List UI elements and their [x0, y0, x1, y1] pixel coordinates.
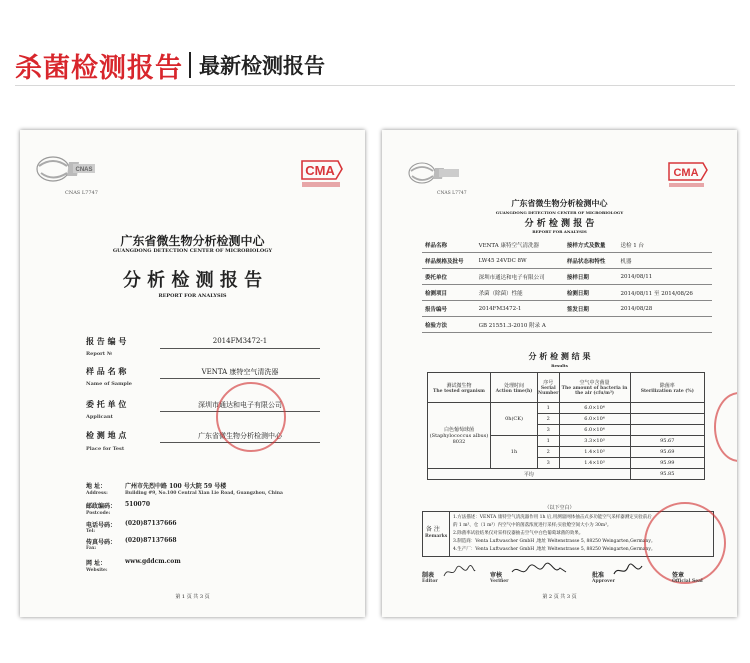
info-value: 2014/08/28	[618, 301, 712, 317]
sterilization-rate-cell	[630, 414, 704, 425]
sterilization-rate-cell: 95.69	[630, 447, 704, 458]
table-end-note: （以下空白）	[544, 505, 575, 511]
org-name-en: GUANGDONG DETECTION CENTER OF MICROBIOLOGY	[495, 210, 624, 215]
sterilization-rate-cell	[630, 403, 704, 414]
partial-seal-icon	[714, 392, 737, 462]
sample-value: VENTA 康特空气清洗器	[201, 368, 279, 376]
cnas-logo-icon	[33, 152, 101, 194]
bacteria-count-cell: 3.3×10³	[559, 436, 630, 447]
info-label: 接样日期	[564, 269, 618, 285]
remarks-box: 备 注 Remarks 1.方法描述：VENTA 康特空气清洗器作用 1h 后,用测量网体抽击式多功能空气采样器测定实验前后 的 1 m³、仓（1 m³）内空气中的菌落浓度进行采样;实验舱空间大小为 30m³。 2.除菌率试验结果仅对采样仪器抽击空气中白色葡萄球菌的效果。 3.制造商：Venta Luftwascher GmbH ,地址 Weltenstrasse 5, 88250 Weingarten,Germany。 4.生产厂：Venta Luftwascher GmbH ,地址 Weltenstrasse 5, 88250 Weingarten,Germany。	[422, 511, 714, 557]
serial-cell: 3	[538, 458, 560, 469]
page-header	[15, 48, 325, 82]
info-value: GB 21551.3-2010 附录 A	[476, 317, 564, 333]
applicant-value: 深圳市通达和电子有限公司	[198, 401, 282, 409]
sample-info-table	[422, 237, 712, 333]
official-seal-icon	[216, 382, 286, 452]
info-value: 杀菌（除菌）性能	[476, 285, 564, 301]
info-row	[422, 285, 712, 301]
page-number: 第 2 页 共 3 页	[542, 594, 577, 600]
serial-cell: 2	[538, 414, 560, 425]
serial-cell: 1	[538, 436, 560, 447]
info-value	[618, 317, 712, 333]
average-value: 95.85	[630, 469, 704, 480]
cma-logo-icon	[666, 158, 708, 196]
page-title: 杀菌检测报告	[15, 52, 183, 84]
info-value: 2014FM3472-1	[476, 301, 564, 317]
info-row	[422, 317, 712, 333]
results-title-en: Results	[551, 363, 568, 368]
cma-logo-text: CMA	[673, 167, 699, 179]
info-label: 接样方式及数量	[564, 237, 618, 253]
info-value: 送检 1 台	[618, 237, 712, 253]
editor-signature-icon	[442, 564, 476, 580]
sterilization-rate-cell: 95.67	[630, 436, 704, 447]
bacteria-count-cell: 6.0×10⁴	[559, 403, 630, 414]
org-name-cn: 广东省微生物分析检测中心	[511, 199, 608, 208]
table-row	[428, 403, 705, 414]
remark-line: 1.方法描述：VENTA 康特空气清洗器作用 1h 后,用测量网体抽击式多功能空气采样器测定实验前后	[453, 515, 652, 520]
info-value: 2014/08/11 至 2014/08/26	[618, 285, 712, 301]
bacteria-count-cell: 1.4×10³	[559, 458, 630, 469]
serial-cell: 3	[538, 425, 560, 436]
info-value: 2014/08/11	[618, 269, 712, 285]
approver-signature-icon	[612, 562, 646, 580]
cnas-code: CNAS L7747	[437, 191, 467, 196]
org-name-en: GUANGDONG DETECTION CENTER OF MICROBIOLOGY	[112, 248, 273, 254]
bacteria-count-cell: 6.0×10⁴	[559, 425, 630, 436]
info-row	[422, 269, 712, 285]
info-value: LW45 24VDC 8W	[476, 253, 564, 269]
cnas-code: CNAS L7747	[65, 190, 98, 196]
info-label: 样品规格及批号	[422, 253, 476, 269]
remark-line: 2.除菌率试验结果仅对采样仪器抽击空气中白色葡萄球菌的效果。	[453, 531, 584, 536]
remark-line: 的 1 m³、仓（1 m³）内空气中的菌落浓度进行采样;实验舱空间大小为 30m³。	[453, 523, 612, 528]
results-title: 分 析 检 测 结 果	[528, 352, 591, 361]
page-number: 第 1 页 共 3 页	[175, 594, 210, 600]
bacteria-count-cell: 6.0×10⁴	[559, 414, 630, 425]
info-label: 报告编号	[422, 301, 476, 317]
cnas-logo-icon	[406, 160, 466, 194]
info-label: 签发日期	[564, 301, 618, 317]
table-row	[428, 469, 705, 480]
info-label: 检测日期	[564, 285, 618, 301]
remark-line: 3.制造商：Venta Luftwascher GmbH ,地址 Weltenstrasse 5, 88250 Weingarten,Germany。	[453, 539, 656, 544]
info-row	[422, 253, 712, 269]
report-title-cn: 分 析 检 测 报 告	[122, 270, 263, 291]
sterilization-rate-cell: 95.99	[630, 458, 704, 469]
average-label: 平均	[428, 469, 631, 480]
info-row	[422, 237, 712, 253]
info-value: 深圳市通达和电子有限公司	[476, 269, 564, 285]
cnas-logo-text: CNAS	[75, 167, 93, 173]
info-label: 检测项目	[422, 285, 476, 301]
info-label: 样品状态和特性	[564, 253, 618, 269]
organism-cell: 白色葡萄球菌 (Staphylococcus albus) 8032	[428, 403, 491, 469]
cma-logo-icon	[298, 155, 344, 195]
report-cover-page: CNAS CNAS L7747 CMA 广东省微生物分析检测中心 GUANGDONG DETECTION CENTER OF MICROBIOLOGY 分 析 检 测 报 告 REPORT FOR ANALYSIS 报 告 编 号 Report № 2014FM3472-1 样 品 名 称 Name of Sample VENTA 康特空气清洗器 委 托 单 位 Applicant 深圳市通达和电子有限公司 检 测 地 点 Place for Test 广东省微生物分析检测中心 地 址： 广州市先烈中路 100 号大院 59 号楼 Address: Building #9, No.100 Central Xian Lie Road, Guangzhou, China 邮政编码： 510070 Postcode: 电话号码： (020)87137666 Tel: 传真号码： (020)87137668 Fax: 网 址： www.gddcm.com Website: 第 1 页 共 3 页	[20, 130, 365, 617]
report-title-en: REPORT FOR ANALYSIS	[532, 229, 587, 234]
official-seal-icon	[644, 502, 726, 584]
report-title-cn: 分 析 检 测 报 告	[524, 219, 595, 229]
report-no-value: 2014FM3472-1	[212, 337, 268, 345]
sterilization-rate-cell	[630, 425, 704, 436]
info-label: 检验方法	[422, 317, 476, 333]
title-divider	[189, 52, 191, 78]
place-value: 广东省微生物分析检测中心	[198, 432, 282, 440]
page-subtitle: 最新检测报告	[199, 54, 325, 78]
cma-logo-text: CMA	[305, 163, 335, 178]
serial-cell: 1	[538, 403, 560, 414]
info-value: VENTA 康特空气清洗器	[476, 237, 564, 253]
action-time-cell: 1h	[491, 436, 538, 469]
info-label	[564, 317, 618, 333]
info-value: 机器	[618, 253, 712, 269]
header-rule	[15, 85, 735, 86]
info-label: 委托单位	[422, 269, 476, 285]
report-title-en: REPORT FOR ANALYSIS	[158, 293, 227, 299]
report-results-page: CNAS L7747 CMA 广东省微生物分析检测中心 GUANGDONG DETECTION CENTER OF MICROBIOLOGY 分 析 检 测 报 告 REPORT FOR ANALYSIS 样品名称 VENTA 康特空气清洗器 接样方式及数量 送检 1 台 样品规格及批号 LW45 24VDC 8W 样品状态和特性 机器 委托单位 深圳市通达和电子有限公司 接样日期 2014/08/11 检测项目 杀菌（除菌）性能 检测日期 2014/08/11 至 2014/08/26 报告编号 2014FM3472-1 签发日期 2014/08/28 检验方法 GB 21551.3-2010 附录 A 分 析 检 测 结 果 Results 测试微生物 The tested organism 处理时间 Action time(h) 序号 Serial Number 空气中含菌量 The amount of bacteria in the air (cfu/m³) 除菌率 Sterilization rate (%) 白色葡萄球菌 (Staphylococcus albus) 8032 0h(CK) 1 6.0×10⁴ 2 6.0×10⁴ 3 6.0×10⁴ 1h 1 3.3×10³ 95.67 2 1.4×10³ 95.69 3 1.4×10³ 95.99 平均 95.85 （以下空白） 备 注 Remarks 1.方法描述：VENTA 康特空气清洗器作用 1h 后,用测量网体抽击式多功能空气采样器测定实验前后 的 1 m³、仓（1 m³）内空气中的菌落浓度进行采样;实验舱空间大小为 30m³。 2.除菌率试验结果仅对采样仪器抽击空气中白色葡萄球菌的效果。 3.制造商：Venta Luftwascher GmbH ,地址 Weltenstrasse 5, 88250 Weingarten,Germany。 4.生产厂：Venta Luftwascher GmbH ,地址 Weltenstrasse 5, 88250 Weingarten,Germany。 制表 Editor 审核 Verifier 批准 Approver 签章 Official Seal 第 2 页 共 3 页	[382, 130, 737, 617]
bacteria-count-cell: 1.4×10³	[559, 447, 630, 458]
info-row	[422, 301, 712, 317]
results-table: 测试微生物 The tested organism 处理时间 Action time(h) 序号 Serial Number 空气中含菌量 The amount of bacteria in the air (cfu/m³) 除菌率 Sterilization rate (%) 白色葡萄球菌 (Staphylococcus albus) 8032 0h(CK) 1 6.0×10⁴ 2 6.0×10⁴ 3 6.0×10⁴ 1h 1 3.3×10³ 95.67 2 1.4×10³ 95.69 3 1.4×10³ 95.99 平均 95.85	[427, 372, 705, 480]
serial-cell: 2	[538, 447, 560, 458]
info-label: 样品名称	[422, 237, 476, 253]
action-time-cell: 0h(CK)	[491, 403, 538, 436]
remark-line: 4.生产厂：Venta Luftwascher GmbH ,地址 Weltenstrasse 5, 88250 Weingarten,Germany。	[453, 547, 656, 552]
org-name-cn: 广东省微生物分析检测中心	[120, 234, 265, 248]
verifier-signature-icon	[510, 562, 568, 580]
